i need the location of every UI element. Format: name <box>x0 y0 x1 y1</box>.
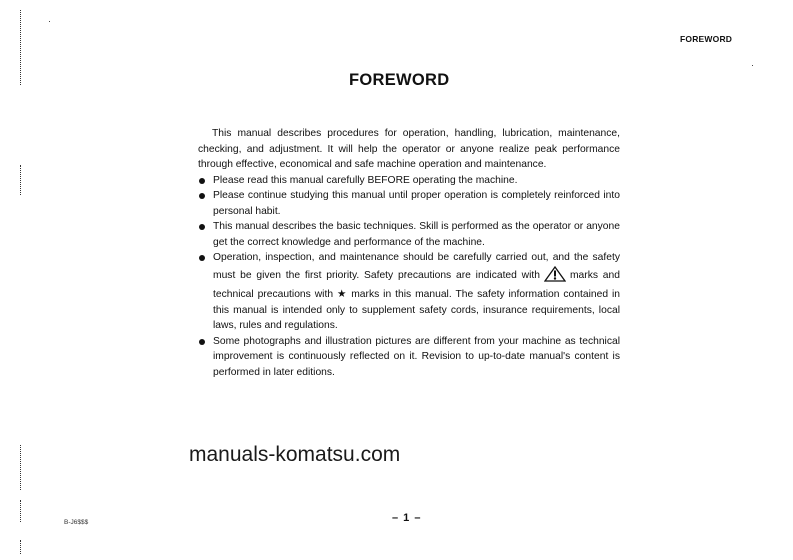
bullet-icon <box>199 255 205 261</box>
binding-edge-marks <box>20 445 22 490</box>
page-title: FOREWORD <box>349 71 450 89</box>
list-item-safety: Operation, inspection, and maintenance should be carefully carried out, and the safety must be given the first priority. Safety precautions are indicated with marks and technical precautions with ★ marks in this manual. The safety information contained in this manual is intended only to supplement safety cords, insurance requirements, local laws, rules and regulations. <box>198 250 620 334</box>
intro-paragraph: This manual describes procedures for operation, handling, lubrication, maintenance, checking, and adjustment. It will help the operator or anyone realize peak performance through effective, economical and safe machine operation and maintenance. <box>198 128 620 170</box>
binding-edge-marks <box>20 10 22 85</box>
list-item: Some photographs and illustration pictures are different from your machine as technical improvement is continuously reflected on it. Revision to up-to-date manual's content is performed in later editions. <box>198 334 620 381</box>
binding-edge-marks <box>20 500 22 522</box>
page-number: – 1 – <box>392 512 422 524</box>
bullet-icon <box>199 339 205 345</box>
scan-speck <box>49 21 50 22</box>
list-item: Please read this manual carefully BEFORE operating the machine. <box>198 173 620 189</box>
bullet-icon <box>199 178 205 184</box>
bullet-icon <box>199 224 205 230</box>
scan-speck <box>752 65 753 66</box>
watermark-link[interactable]: manuals-komatsu.com <box>189 443 401 466</box>
list-item: Please continue studying this manual until proper operation is completely reinforced into personal habit. <box>198 188 620 219</box>
warning-triangle-icon <box>544 266 566 288</box>
running-header: FOREWORD <box>680 34 733 44</box>
list-item: This manual describes the basic techniques. Skill is performed as the operator or anyone get the correct knowledge and performance of the machine. <box>198 219 620 250</box>
document-code: B-J6$$$ <box>64 519 89 526</box>
foreword-body <box>198 126 620 380</box>
bullet-icon <box>199 193 205 199</box>
binding-edge-marks <box>20 540 22 554</box>
binding-edge-marks <box>20 165 22 195</box>
